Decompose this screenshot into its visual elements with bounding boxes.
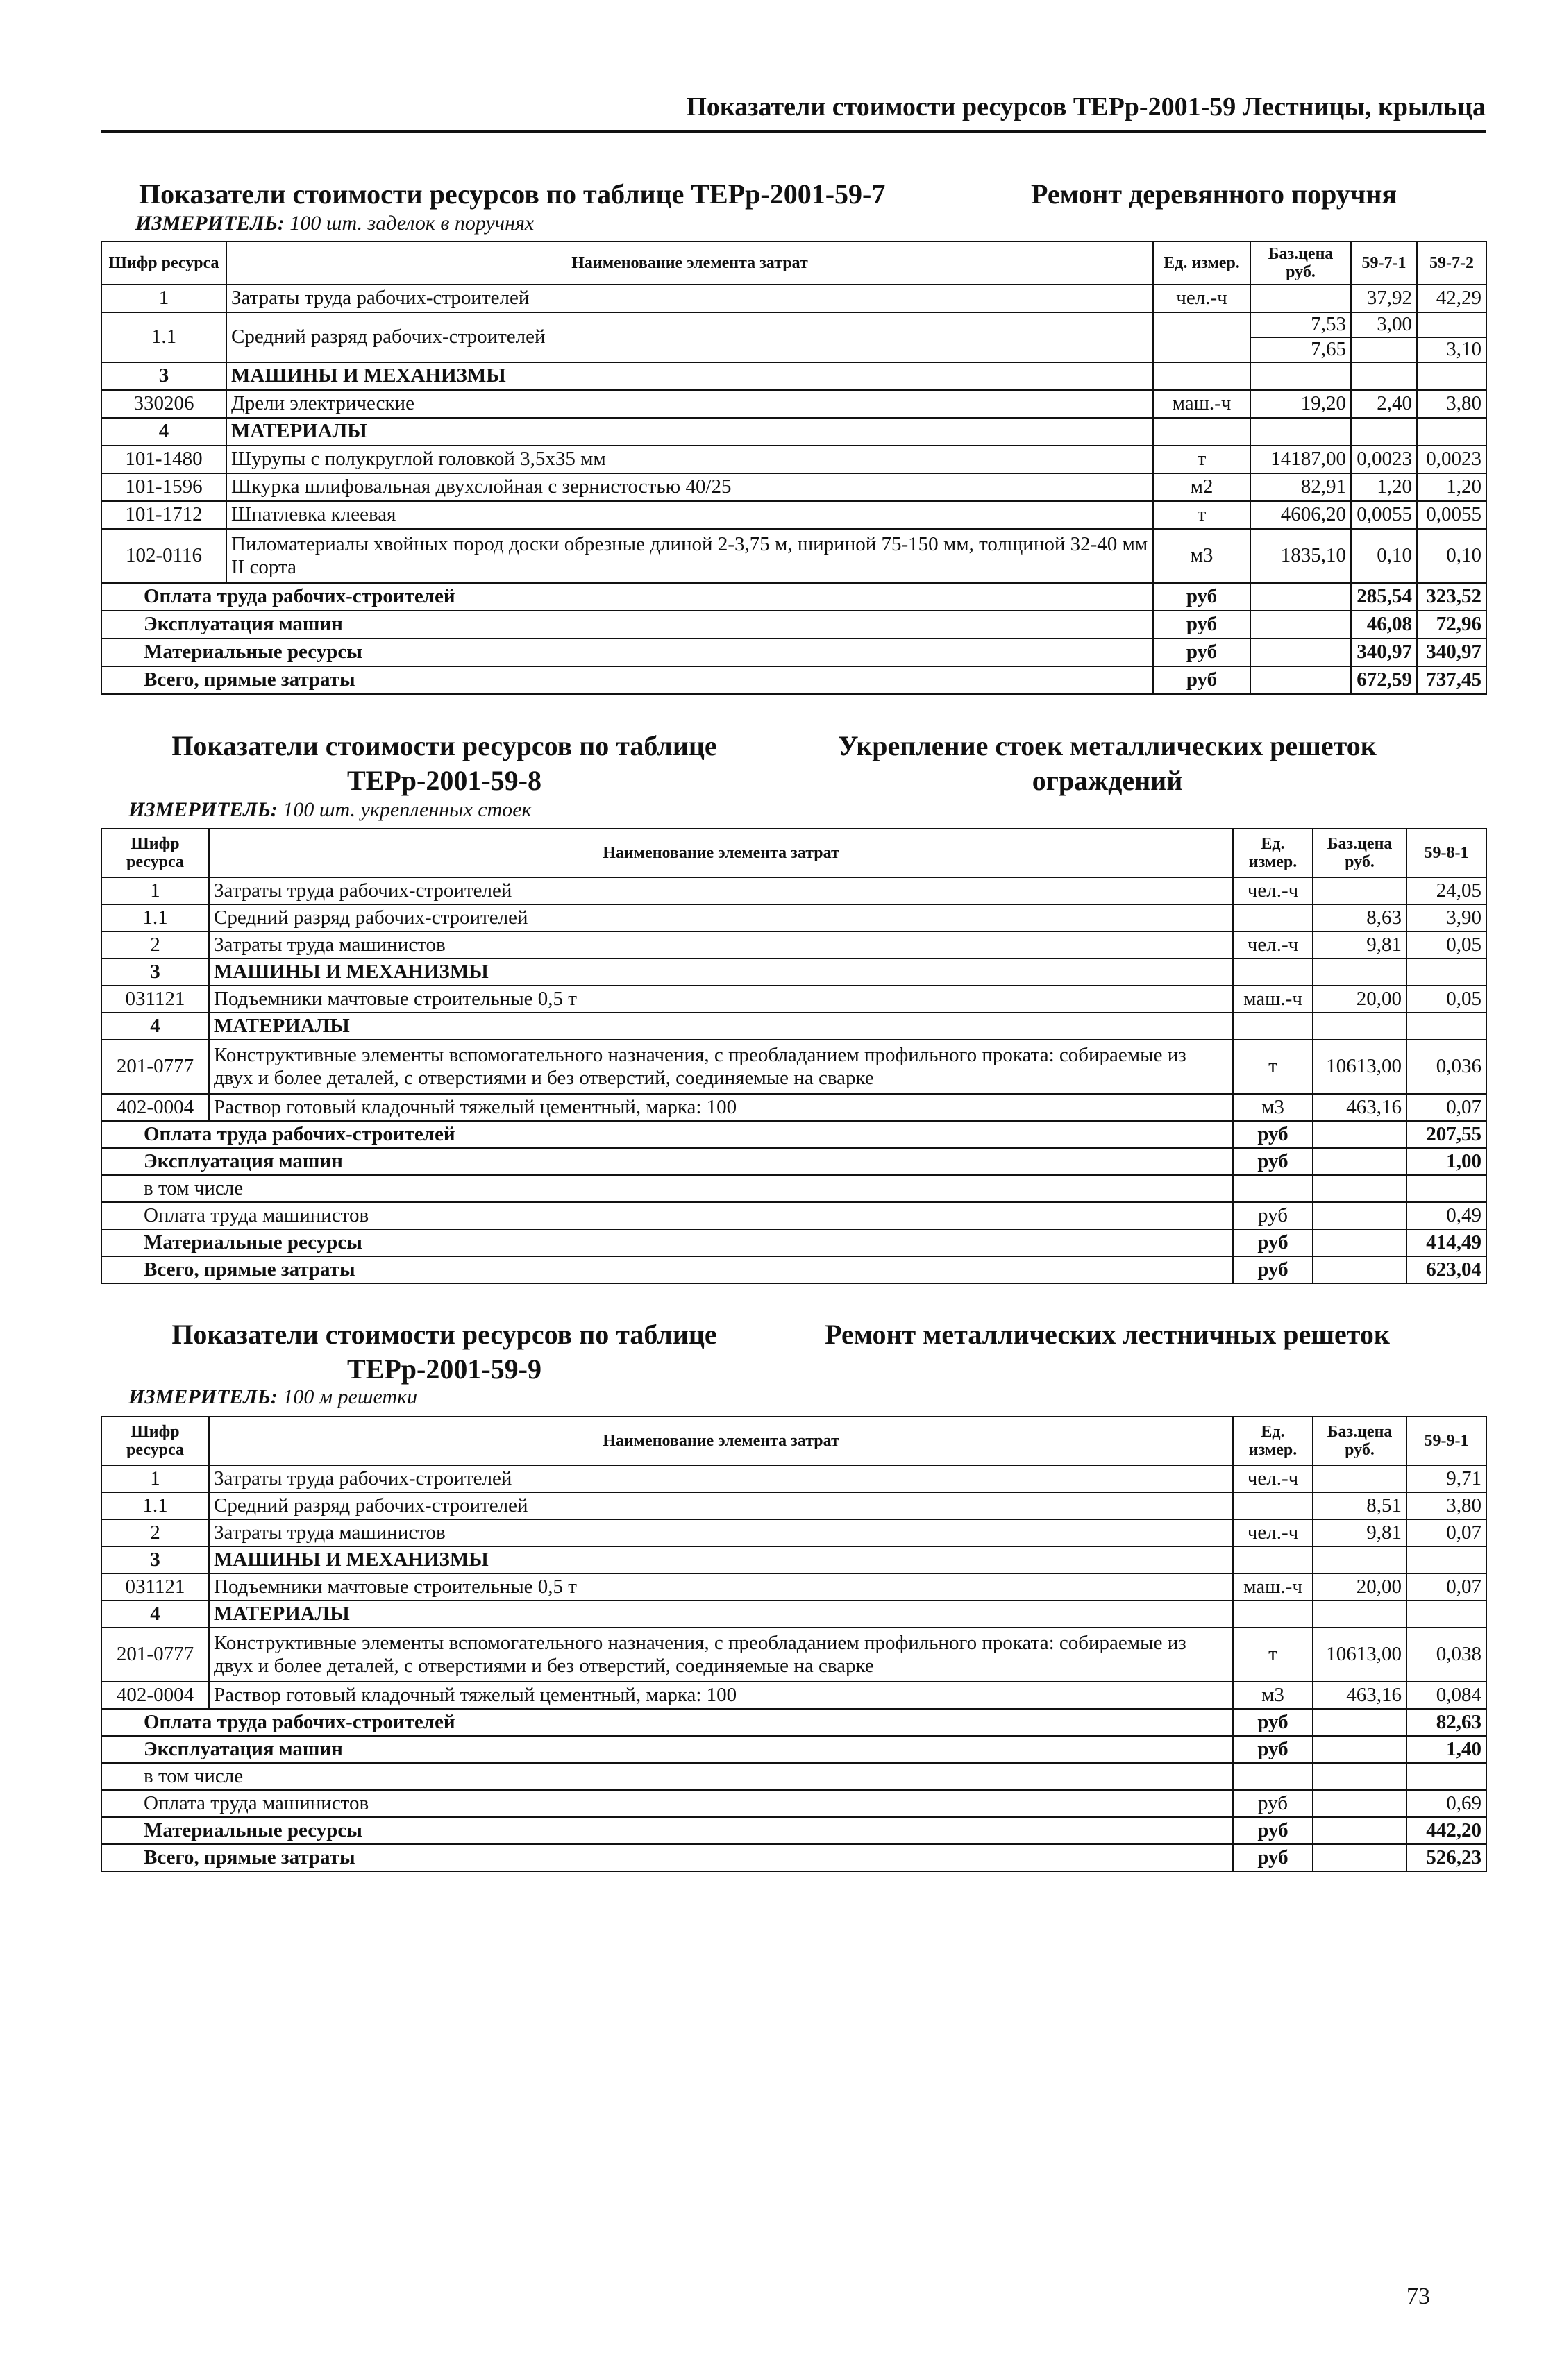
cell-b: 42,29 — [1417, 285, 1486, 312]
summary-row — [101, 1148, 1486, 1175]
table-row — [101, 1573, 1486, 1601]
table-row — [101, 285, 1486, 312]
table-row — [101, 1465, 1486, 1492]
summary-b: 323,52 — [1417, 583, 1486, 611]
cell-name: Средний разряд рабочих-строителей — [226, 312, 1153, 362]
table-row — [101, 1546, 1486, 1573]
summary-row — [101, 611, 1486, 639]
col-a: 59-9-1 — [1406, 1417, 1486, 1465]
cell-price: 463,16 — [1313, 1682, 1406, 1709]
cell-price: 9,81 — [1313, 1519, 1406, 1546]
table-row — [101, 1040, 1486, 1094]
summary-a: 1,40 — [1406, 1736, 1486, 1763]
cell-name: Раствор готовый кладочный тяжелый цементный, марка: 100 — [209, 1094, 1233, 1121]
summary-row — [101, 1175, 1486, 1202]
cell-code: 4 — [101, 1601, 209, 1628]
summary-label: в том числе — [101, 1763, 1233, 1790]
summary-unit: руб — [1153, 666, 1250, 694]
summary-b: 737,45 — [1417, 666, 1486, 694]
col-price: Баз.цена руб. — [1250, 242, 1351, 285]
cell-name: Пиломатериалы хвойных пород доски обрезные длиной 2-3,75 м, шириной 75-150 мм, толщиной 32-40 мм II сорта — [226, 529, 1153, 583]
page-number: 73 — [1406, 2284, 1430, 2309]
cell-name: Раствор готовый кладочный тяжелый цементный, марка: 100 — [209, 1682, 1233, 1709]
summary-row — [101, 1736, 1486, 1763]
section-59-9 — [101, 1317, 1486, 1900]
summary-label: Всего, прямые затраты — [101, 666, 1153, 694]
cell-a: 0,038 — [1406, 1628, 1486, 1682]
cell-a: 9,71 — [1406, 1465, 1486, 1492]
section-subtitle: Ремонт деревянного поручня — [1031, 178, 1397, 210]
cell-a: 0,05 — [1406, 986, 1486, 1013]
cell-a — [1351, 337, 1417, 362]
summary-a: 82,63 — [1406, 1709, 1486, 1736]
measure-label: ИЗМЕРИТЕЛЬ: — [135, 212, 285, 235]
cell-b — [1417, 312, 1486, 337]
cell-code: 402-0004 — [101, 1682, 209, 1709]
header-rule — [101, 130, 1486, 133]
summary-unit — [1233, 1763, 1313, 1790]
cell-price: 19,20 — [1250, 390, 1351, 418]
col-a: 59-8-1 — [1406, 829, 1486, 877]
cell-b: 0,10 — [1417, 529, 1486, 583]
measure-line — [135, 212, 534, 235]
cell-unit: м3 — [1233, 1094, 1313, 1121]
section-title: Показатели стоимости ресурсов по таблице ТЕРр-2001-59-7 — [139, 178, 886, 210]
section-subtitle — [795, 1317, 1420, 1352]
cell-name: Затраты труда рабочих-строителей — [209, 877, 1233, 904]
cell-code: 031121 — [101, 1573, 209, 1601]
cell-code: 402-0004 — [101, 1094, 209, 1121]
cell-code: 3 — [101, 959, 209, 986]
section-subtitle-line2: ограждений — [1032, 765, 1183, 796]
cell-a: 3,80 — [1406, 1492, 1486, 1519]
section-subtitle-line1: Укрепление стоек металлических решеток — [838, 730, 1377, 761]
cell-price — [1313, 1465, 1406, 1492]
col-name: Наименование элемента затрат — [209, 829, 1233, 877]
cell-unit: чел.-ч — [1233, 931, 1313, 959]
summary-a: 623,04 — [1406, 1256, 1486, 1283]
section-title-line1: Показатели стоимости ресурсов по таблице — [171, 730, 717, 761]
cell-code: 101-1596 — [101, 473, 226, 501]
col-a: 59-7-1 — [1351, 242, 1417, 285]
cell-code: 4 — [101, 1013, 209, 1040]
summary-a: 672,59 — [1351, 666, 1417, 694]
col-unit: Ед. измер. — [1233, 829, 1313, 877]
summary-label: Оплата труда машинистов — [101, 1790, 1233, 1817]
cell-name: Дрели электрические — [226, 390, 1153, 418]
cell-name: Средний разряд рабочих-строителей — [209, 904, 1233, 931]
cell-a: 0,0023 — [1351, 446, 1417, 473]
col-code: Шифр ресурса — [101, 1417, 209, 1465]
section-title — [132, 729, 757, 798]
summary-unit: руб — [1233, 1202, 1313, 1229]
cell-name: Конструктивные элементы вспомогательного назначения, с преобладанием профильного проката: собираемые из двух и более деталей, с отверстиями и без отверстий, соединяемые на сварке — [209, 1628, 1233, 1682]
summary-row — [101, 583, 1486, 611]
cell-price: 10613,00 — [1313, 1628, 1406, 1682]
cell-code: 3 — [101, 1546, 209, 1573]
summary-unit: руб — [1153, 583, 1250, 611]
summary-a: 414,49 — [1406, 1229, 1486, 1256]
col-price: Баз.цена руб. — [1313, 1417, 1406, 1465]
cell-unit — [1233, 1492, 1313, 1519]
cell-code: 1 — [101, 1465, 209, 1492]
summary-label: Материальные ресурсы — [101, 1229, 1233, 1256]
summary-a: 442,20 — [1406, 1817, 1486, 1844]
cell-unit: т — [1153, 446, 1250, 473]
cell-a: 37,92 — [1351, 285, 1417, 312]
cell-price: 7,65 — [1250, 337, 1351, 362]
cell-unit: м2 — [1153, 473, 1250, 501]
table-row — [101, 904, 1486, 931]
summary-unit: руб — [1233, 1709, 1313, 1736]
table-row — [101, 312, 1486, 337]
cell-code: 2 — [101, 1519, 209, 1546]
cell-unit: чел.-ч — [1233, 877, 1313, 904]
cell-code: 101-1480 — [101, 446, 226, 473]
table-row — [101, 1492, 1486, 1519]
cell-unit: чел.-ч — [1153, 285, 1250, 312]
summary-a: 0,69 — [1406, 1790, 1486, 1817]
table-row — [101, 418, 1486, 446]
summary-label: Эксплуатация машин — [101, 611, 1153, 639]
cell-name: МАШИНЫ И МЕХАНИЗМЫ — [226, 362, 1153, 390]
section-title-line2: ТЕРр-2001-59-8 — [347, 765, 541, 796]
col-unit: Ед. измер. — [1233, 1417, 1313, 1465]
cell-code: 201-0777 — [101, 1040, 209, 1094]
cell-price: 8,51 — [1313, 1492, 1406, 1519]
cell-code: 1.1 — [101, 1492, 209, 1519]
summary-row — [101, 1256, 1486, 1283]
table-row — [101, 1094, 1486, 1121]
table-row — [101, 1519, 1486, 1546]
summary-label: в том числе — [101, 1175, 1233, 1202]
cell-code: 031121 — [101, 986, 209, 1013]
cell-unit: маш.-ч — [1233, 1573, 1313, 1601]
summary-unit: руб — [1233, 1844, 1313, 1871]
cell-price: 1835,10 — [1250, 529, 1351, 583]
summary-a — [1406, 1175, 1486, 1202]
cell-price — [1250, 285, 1351, 312]
cell-b: 0,0055 — [1417, 501, 1486, 529]
cell-code: 102-0116 — [101, 529, 226, 583]
cell-code: 1.1 — [101, 904, 209, 931]
summary-label: Материальные ресурсы — [101, 639, 1153, 666]
cell-code: 4 — [101, 418, 226, 446]
cell-unit: т — [1153, 501, 1250, 529]
table-row — [101, 473, 1486, 501]
cell-a: 0,07 — [1406, 1573, 1486, 1601]
col-unit: Ед. измер. — [1153, 242, 1250, 285]
cell-code: 330206 — [101, 390, 226, 418]
cell-a: 0,07 — [1406, 1519, 1486, 1546]
summary-a — [1406, 1763, 1486, 1790]
cell-unit: м3 — [1233, 1682, 1313, 1709]
cell-price: 20,00 — [1313, 986, 1406, 1013]
summary-row — [101, 1709, 1486, 1736]
summary-a: 207,55 — [1406, 1121, 1486, 1148]
summary-unit: руб — [1233, 1256, 1313, 1283]
section-title — [132, 1317, 757, 1387]
cell-price: 9,81 — [1313, 931, 1406, 959]
cell-price: 4606,20 — [1250, 501, 1351, 529]
cell-name: Затраты труда машинистов — [209, 931, 1233, 959]
section-59-8 — [101, 729, 1486, 1305]
cell-price: 10613,00 — [1313, 1040, 1406, 1094]
cell-a: 0,084 — [1406, 1682, 1486, 1709]
summary-label: Материальные ресурсы — [101, 1817, 1233, 1844]
measure-line — [128, 1385, 417, 1409]
table-row — [101, 1682, 1486, 1709]
resource-table — [101, 241, 1487, 695]
summary-label: Всего, прямые затраты — [101, 1844, 1233, 1871]
table-row — [101, 501, 1486, 529]
summary-row — [101, 1121, 1486, 1148]
summary-a: 340,97 — [1351, 639, 1417, 666]
cell-b: 1,20 — [1417, 473, 1486, 501]
measure-line — [128, 798, 532, 822]
col-name: Наименование элемента затрат — [209, 1417, 1233, 1465]
summary-unit: руб — [1233, 1148, 1313, 1175]
cell-a: 1,20 — [1351, 473, 1417, 501]
cell-a: 3,00 — [1351, 312, 1417, 337]
table-row — [101, 529, 1486, 583]
col-b: 59-7-2 — [1417, 242, 1486, 285]
section-title-line2: ТЕРр-2001-59-9 — [347, 1353, 541, 1385]
measure-text: 100 шт. заделок в поручнях — [289, 212, 535, 235]
measure-text: 100 м решетки — [283, 1385, 418, 1408]
cell-name: Конструктивные элементы вспомогательного назначения, с преобладанием профильного проката: собираемые из двух и более деталей, с отверстиями и без отверстий, соединяемые на сварке — [209, 1040, 1233, 1094]
cell-unit: чел.-ч — [1233, 1519, 1313, 1546]
cell-a: 0,10 — [1351, 529, 1417, 583]
table-row — [101, 1628, 1486, 1682]
summary-unit: руб — [1153, 639, 1250, 666]
summary-label: Оплата труда рабочих-строителей — [101, 1709, 1233, 1736]
cell-name: Затраты труда машинистов — [209, 1519, 1233, 1546]
summary-a: 0,49 — [1406, 1202, 1486, 1229]
measure-label: ИЗМЕРИТЕЛЬ: — [128, 798, 278, 821]
col-price: Баз.цена руб. — [1313, 829, 1406, 877]
running-header: Показатели стоимости ресурсов ТЕРр-2001-59 Лестницы, крыльца — [686, 92, 1486, 121]
cell-code: 201-0777 — [101, 1628, 209, 1682]
cell-code: 101-1712 — [101, 501, 226, 529]
cell-code: 1 — [101, 285, 226, 312]
cell-a: 2,40 — [1351, 390, 1417, 418]
resource-table — [101, 1416, 1487, 1872]
cell-name: МАТЕРИАЛЫ — [226, 418, 1153, 446]
summary-b: 340,97 — [1417, 639, 1486, 666]
table-row — [101, 986, 1486, 1013]
section-title-line1: Показатели стоимости ресурсов по таблице — [171, 1319, 717, 1350]
table-row — [101, 877, 1486, 904]
cell-a: 0,07 — [1406, 1094, 1486, 1121]
summary-unit — [1233, 1175, 1313, 1202]
summary-row — [101, 666, 1486, 694]
cell-b: 3,10 — [1417, 337, 1486, 362]
section-59-7 — [101, 177, 1486, 718]
cell-unit — [1233, 904, 1313, 931]
summary-label: Эксплуатация машин — [101, 1148, 1233, 1175]
table-row — [101, 1601, 1486, 1628]
cell-price — [1313, 877, 1406, 904]
measure-text: 100 шт. укрепленных стоек — [283, 798, 532, 821]
cell-code: 1.1 — [101, 312, 226, 362]
resource-table — [101, 828, 1487, 1284]
section-subtitle-line1: Ремонт металлических лестничных решеток — [825, 1319, 1390, 1350]
cell-unit: т — [1233, 1628, 1313, 1682]
summary-unit: руб — [1233, 1817, 1313, 1844]
cell-name: Шурупы с полукруглой головкой 3,5х35 мм — [226, 446, 1153, 473]
cell-price: 8,63 — [1313, 904, 1406, 931]
section-subtitle — [795, 729, 1420, 798]
cell-a: 0,0055 — [1351, 501, 1417, 529]
summary-row — [101, 1202, 1486, 1229]
summary-row — [101, 639, 1486, 666]
cell-unit: чел.-ч — [1233, 1465, 1313, 1492]
cell-name: МАТЕРИАЛЫ — [209, 1601, 1233, 1628]
cell-name: Подъемники мачтовые строительные 0,5 т — [209, 1573, 1233, 1601]
summary-a: 46,08 — [1351, 611, 1417, 639]
cell-price: 14187,00 — [1250, 446, 1351, 473]
cell-name: МАШИНЫ И МЕХАНИЗМЫ — [209, 959, 1233, 986]
table-row — [101, 390, 1486, 418]
summary-unit: руб — [1233, 1121, 1313, 1148]
summary-label: Всего, прямые затраты — [101, 1256, 1233, 1283]
cell-a: 0,05 — [1406, 931, 1486, 959]
cell-name: МАТЕРИАЛЫ — [209, 1013, 1233, 1040]
cell-b: 0,0023 — [1417, 446, 1486, 473]
summary-a: 1,00 — [1406, 1148, 1486, 1175]
summary-a: 526,23 — [1406, 1844, 1486, 1871]
summary-unit: руб — [1233, 1229, 1313, 1256]
summary-unit: руб — [1153, 611, 1250, 639]
cell-name: МАШИНЫ И МЕХАНИЗМЫ — [209, 1546, 1233, 1573]
col-name: Наименование элемента затрат — [226, 242, 1153, 285]
cell-name: Затраты труда рабочих-строителей — [209, 1465, 1233, 1492]
cell-name: Затраты труда рабочих-строителей — [226, 285, 1153, 312]
summary-b: 72,96 — [1417, 611, 1486, 639]
cell-price: 7,53 — [1250, 312, 1351, 337]
cell-code: 3 — [101, 362, 226, 390]
summary-row — [101, 1229, 1486, 1256]
cell-name: Подъемники мачтовые строительные 0,5 т — [209, 986, 1233, 1013]
summary-label: Оплата труда машинистов — [101, 1202, 1233, 1229]
summary-row — [101, 1763, 1486, 1790]
cell-unit — [1153, 312, 1250, 362]
table-row — [101, 446, 1486, 473]
measure-label: ИЗМЕРИТЕЛЬ: — [128, 1385, 278, 1408]
summary-unit: руб — [1233, 1736, 1313, 1763]
summary-a: 285,54 — [1351, 583, 1417, 611]
cell-unit: маш.-ч — [1233, 986, 1313, 1013]
summary-row — [101, 1790, 1486, 1817]
summary-label: Оплата труда рабочих-строителей — [101, 1121, 1233, 1148]
summary-row — [101, 1817, 1486, 1844]
cell-unit: т — [1233, 1040, 1313, 1094]
summary-unit: руб — [1233, 1790, 1313, 1817]
cell-code: 2 — [101, 931, 209, 959]
cell-name: Шпатлевка клеевая — [226, 501, 1153, 529]
table-row — [101, 931, 1486, 959]
cell-name: Средний разряд рабочих-строителей — [209, 1492, 1233, 1519]
cell-a: 3,90 — [1406, 904, 1486, 931]
cell-name: Шкурка шлифовальная двухслойная с зернистостью 40/25 — [226, 473, 1153, 501]
cell-unit: маш.-ч — [1153, 390, 1250, 418]
table-row — [101, 362, 1486, 390]
cell-a: 0,036 — [1406, 1040, 1486, 1094]
summary-label: Оплата труда рабочих-строителей — [101, 583, 1153, 611]
cell-price: 463,16 — [1313, 1094, 1406, 1121]
col-code: Шифр ресурса — [101, 829, 209, 877]
cell-a: 24,05 — [1406, 877, 1486, 904]
table-row — [101, 1013, 1486, 1040]
summary-label: Эксплуатация машин — [101, 1736, 1233, 1763]
cell-code: 1 — [101, 877, 209, 904]
cell-unit: м3 — [1153, 529, 1250, 583]
col-code: Шифр ресурса — [101, 242, 226, 285]
summary-row — [101, 1844, 1486, 1871]
cell-price: 20,00 — [1313, 1573, 1406, 1601]
table-row — [101, 959, 1486, 986]
cell-b: 3,80 — [1417, 390, 1486, 418]
cell-price: 82,91 — [1250, 473, 1351, 501]
